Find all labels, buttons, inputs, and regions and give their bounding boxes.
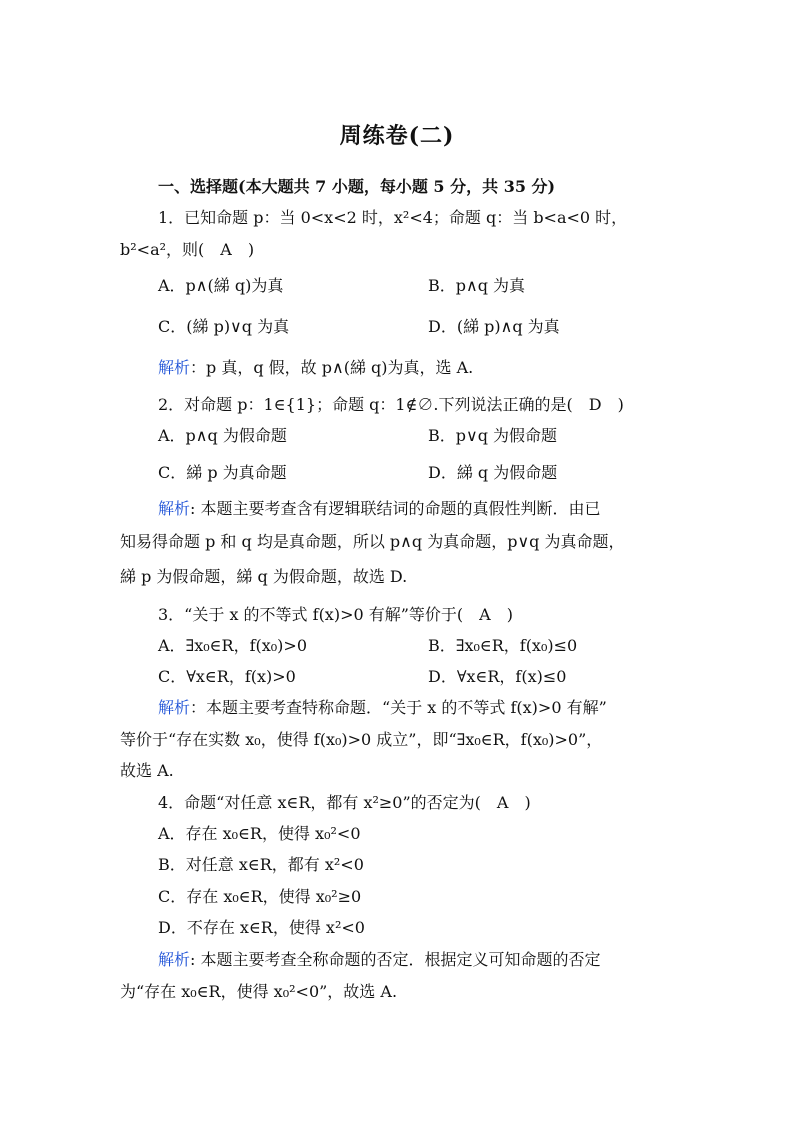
q3-analysis-line3: 故选 A. bbox=[120, 761, 174, 780]
q2-stem: 2．对命题 p：1∈{1}；命题 q：1∉∅.下列说法正确的是( D ) bbox=[158, 395, 624, 414]
q3-option-d: D．∀x∈R，f(x)≤0 bbox=[428, 667, 567, 686]
q4-analysis-line1 bbox=[158, 949, 601, 971]
q1-option-d: D．(綈 p)∧q 为真 bbox=[428, 317, 560, 336]
q1-stem-line1: 1．已知命题 p：当 0<x<2 时，x²<4；命题 q：当 b<a<0 时， bbox=[158, 208, 628, 227]
q4-analysis-line2: 为“存在 x₀∈R，使得 x₀²<0”，故选 A. bbox=[120, 982, 398, 1001]
q1-option-b: B．p∧q 为真 bbox=[428, 276, 526, 295]
q1-option-c: C．(綈 p)∨q 为真 bbox=[158, 317, 290, 336]
q4-option-d: D．不存在 x∈R，使得 x²<0 bbox=[158, 918, 365, 937]
q2-analysis-line1 bbox=[158, 498, 601, 520]
q2-option-c: C．綈 p 为真命题 bbox=[158, 463, 287, 482]
q4-stem: 4．命题“对任意 x∈R，都有 x²≥0”的否定为( A ) bbox=[158, 793, 531, 812]
q3-option-b: B．∃x₀∈R，f(x₀)≤0 bbox=[428, 636, 578, 655]
analysis-label: 解析 bbox=[158, 698, 191, 717]
analysis-text: : 本题主要考查全称命题的否定．根据定义可知命题的否定 bbox=[190, 950, 601, 969]
analysis-label: 解析 bbox=[158, 358, 191, 377]
q2-option-d: D．綈 q 为假命题 bbox=[428, 463, 558, 482]
q3-option-c: C．∀x∈R，f(x)>0 bbox=[158, 667, 296, 686]
q1-option-a: A．p∧(綈 q)为真 bbox=[158, 276, 284, 295]
q3-stem: 3．“关于 x 的不等式 f(x)>0 有解”等价于( A ) bbox=[158, 605, 513, 624]
q4-option-c: C．存在 x₀∈R，使得 x₀²≥0 bbox=[158, 887, 362, 906]
q3-analysis-line1 bbox=[158, 697, 607, 719]
q2-analysis-line2: 知易得命题 p 和 q 均是真命题，所以 p∧q 为真命题，p∨q 为真命题， bbox=[120, 532, 625, 551]
section-heading: 一、选择题(本大题共 7 小题，每小题 5 分，共 35 分) bbox=[158, 177, 556, 196]
q2-analysis-line3: 綈 p 为假命题，綈 q 为假命题，故选 D. bbox=[120, 567, 408, 586]
analysis-text: ：本题主要考查特称命题．“关于 x 的不等式 f(x)>0 有解” bbox=[190, 698, 607, 717]
q3-option-a: A．∃x₀∈R，f(x₀)>0 bbox=[158, 636, 307, 655]
q2-option-b: B．p∨q 为假命题 bbox=[428, 426, 558, 445]
q1-stem-line2: b²<a²，则( A ) bbox=[120, 240, 255, 259]
q3-analysis-line2: 等价于“存在实数 x₀，使得 f(x₀)>0 成立”，即“∃x₀∈R，f(x₀)>0”， bbox=[120, 730, 603, 749]
q2-option-a: A．p∧q 为假命题 bbox=[158, 426, 287, 445]
q1-analysis bbox=[158, 357, 473, 379]
analysis-label: 解析 bbox=[158, 950, 191, 969]
analysis-text: ：p 真，q 假，故 p∧(綈 q)为真，选 A. bbox=[190, 358, 474, 377]
analysis-text: : 本题主要考查含有逻辑联结词的命题的真假性判断．由已 bbox=[190, 499, 601, 518]
page-title: 周练卷(二) bbox=[339, 123, 455, 149]
q4-option-b: B．对任意 x∈R，都有 x²<0 bbox=[158, 855, 364, 874]
analysis-label: 解析 bbox=[158, 499, 191, 518]
q4-option-a: A．存在 x₀∈R，使得 x₀²<0 bbox=[158, 824, 361, 843]
